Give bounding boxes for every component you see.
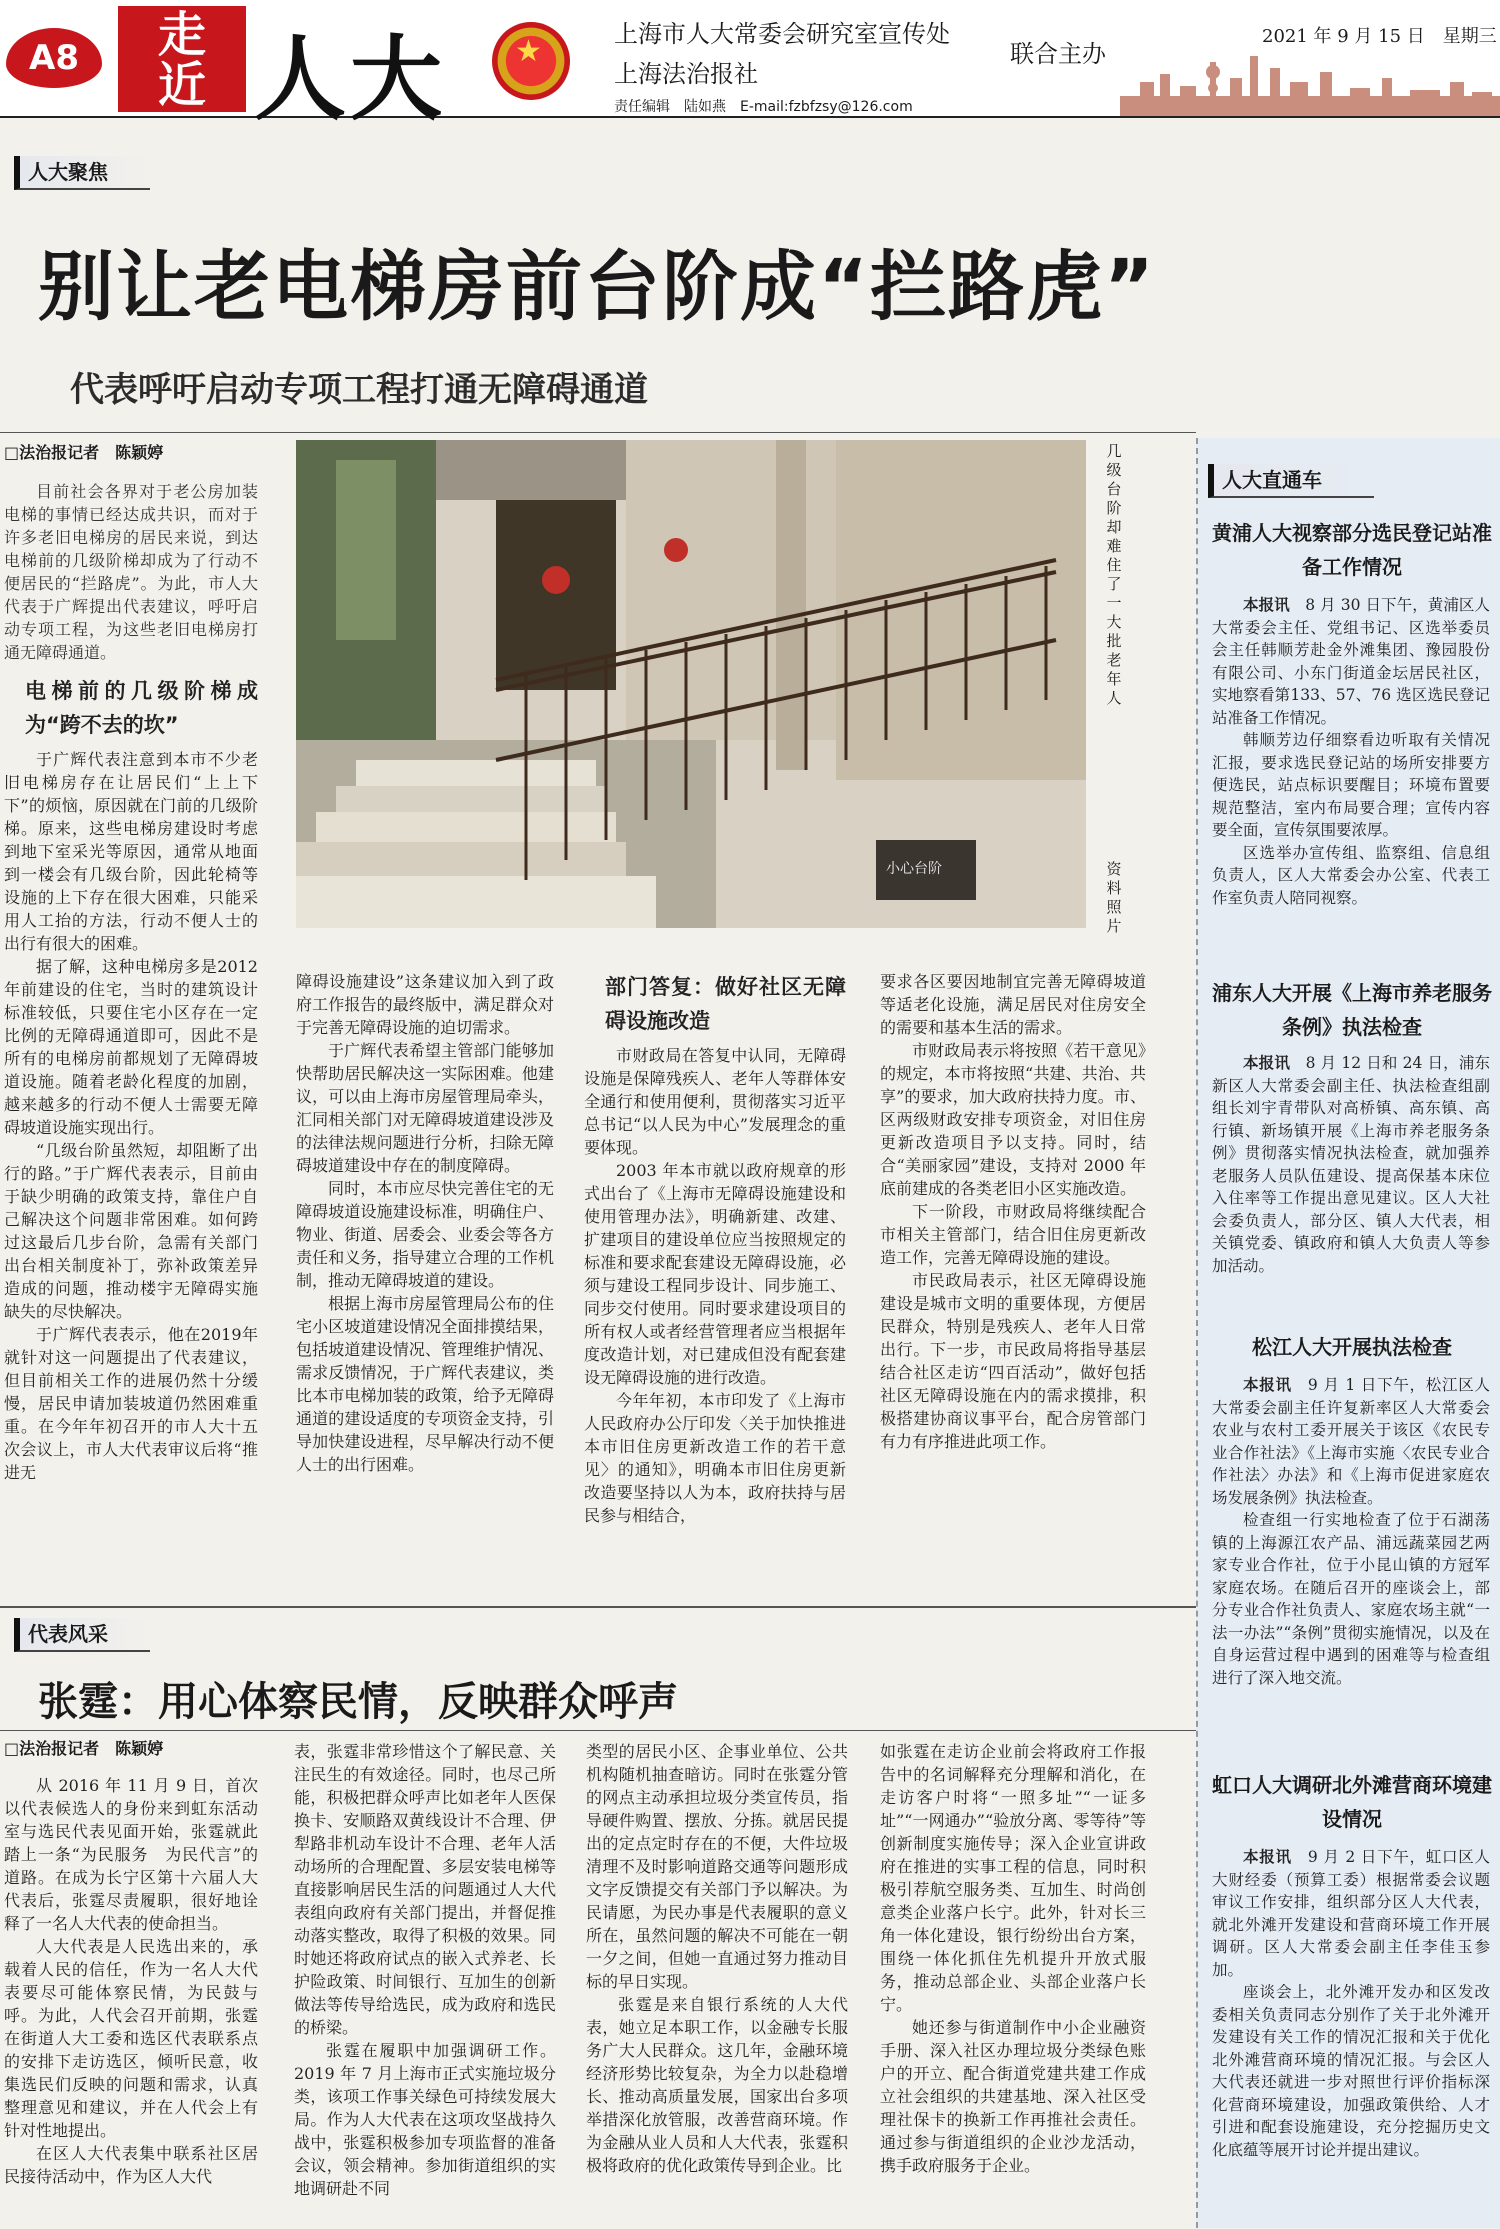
news-tag: 本报讯 bbox=[1243, 1376, 1292, 1394]
paragraph: 今年年初，本市印发了《上海市人民政府办公厅印发〈关于加快推进本市旧住房更新改造工作的若干意见〉的通知》，明确本市旧住房更新改造要坚持以人为本，政府扶持与居民参与相结合， bbox=[584, 1391, 846, 1525]
article-1-column-3 bbox=[584, 970, 846, 1610]
paragraph: 于广辉代表希望主管部门能够加快帮助居民解决这一实际困难。他建议，可以由上海市房屋管理局牵头，汇同相关部门对无障碍坡道建设涉及的法律法规问题进行分析，扫除无障碍坡道建设中存在的制度障碍。 bbox=[296, 1041, 554, 1175]
paragraph-text: 9 月 1 日下午，松江区人大常委会副主任许复新率区人大常委会农业与农村工委开展关于该区《农民专业合作社法》《上海市实施〈农民专业合作社法〉办法》和《上海市促进家庭农场发展条例》执法检查。 bbox=[1212, 1376, 1490, 1507]
article-2-column-3 bbox=[586, 1740, 848, 2222]
photo-caption: 几级台阶却难住了一大批老年人 bbox=[1106, 442, 1122, 707]
news-tag: 本报讯 bbox=[1243, 596, 1290, 614]
paragraph: 如张霆在走访企业前会将政府工作报告中的名词解释充分理解和消化，在走访客户时将“一照多址”“一证多址”“一网通办”“验放分离、零等待”等创新制度实施传导；深入企业宣讲政府在推进的实事工程的信息，同时积极引荐航空服务类、互加生、时尚创意类企业落户长宁。此外，针对长三角一体化建设，银行纷纷出台方案，围绕一体化抓住先机提升开放式服务，推动总部企业、头部企业落户长宁。 bbox=[880, 1742, 1146, 2014]
paragraph: 市财政局表示将按照《若干意见》的规定，本市将按照“共建、共治、共享”的要求，加大政府扶持力度。市、区两级财政安排专项资金，对旧住房更新改造项目予以支持。同时，结合“美丽家园”建设，支持对 2000 年底前建成的各类老旧小区实施改造。 bbox=[880, 1041, 1146, 1198]
divider bbox=[0, 432, 1196, 433]
section-label-profile: 代表风采 bbox=[14, 1618, 150, 1652]
paragraph: 市民政局表示，社区无障碍设施建设是城市文明的重要体现，方便居民群众，特别是残疾人、老年人日常出行。下一步，市民政局将指导基层结合社区走访“四百活动”，做好包括社区无障碍设施在内的需求摸排，积极搭建协商议事平台，配合房管部门有力有序推进此项工作。 bbox=[880, 1271, 1146, 1451]
article-2-byline: □法治报记者 陈颖婷 bbox=[4, 1739, 164, 1758]
paragraph: 同时，本市应尽快完善住宅的无障碍坡道设施建设标准，明确住户、物业、街道、居委会、业委会等各方责任和义务，指导建立合理的工作机制，推动无障碍坡道的建设。 bbox=[296, 1179, 554, 1290]
paragraph: 表，张霆非常珍惜这个了解民意、关注民生的有效途径。同时，也尽己所能，积极把群众呼声比如老年人医保换卡、安顺路双黄线设计不合理、伊犁路非机动车设计不合理、老年人活动场所的合理配置、多层安装电梯等直接影响居民生活的问题通过人大代表组向政府有关部门提出，并督促推动落实整改，取得了积极的效果。同时她还将政府试点的嵌入式养老、长护险政策、时间银行、互加生的创新做法等传导给选民，成为政府和选民的桥梁。 bbox=[294, 1742, 556, 2037]
photo-credit: 资料照片 bbox=[1106, 860, 1122, 935]
page-number: A8 bbox=[6, 28, 102, 88]
paragraph bbox=[1212, 594, 1490, 729]
brief-1-body bbox=[1212, 594, 1490, 982]
article-2-headline: 张霆：用心体察民情，反映群众呼声 bbox=[38, 1679, 678, 1725]
paragraph: 从 2016 年 11 月 9 日，首次以代表候选人的身份来到虹东活动室与选民代表见面开始，张霆就此踏上一条“为民服务 为民代言”的道路。在成为长宁区第十六届人大代表后，张霆尽责履职，很好地诠释了一名人大代表的使命担当。 bbox=[4, 1776, 258, 1933]
paragraph: 类型的居民小区、企事业单位、公共机构随机抽查暗访。同时在张霆分管的网点主动承担垃圾分类宣传员，指导硬件购置、摆放、分拣。就居民提出的定点定时存在的不便，大件垃圾清理不及时影响道路交通等问题形成文字反馈提交有关部门予以解决。为民请愿，为民办事是代表履职的意义所在，虽然问题的解决不可能在一朝一夕之间，但她一直通过努力推动目标的早日实现。 bbox=[586, 1742, 848, 1991]
issue-date: 2021 年 9 月 15 日 星期三 bbox=[1262, 26, 1497, 47]
paragraph bbox=[1212, 1374, 1490, 1509]
paragraph: 她还参与街道制作中小企业融资手册、深入社区办理垃圾分类绿色账户的开立、配合街道党建共建工作成立社会组织的共建基地、深入社区受理社保卡的换新工作再推社会责任。通过参与街道组织的企业沙龙活动，携手政府服务于企业。 bbox=[880, 2018, 1146, 2175]
paragraph: 张霆是来自银行系统的人大代表，她立足本职工作，以金融专长服务广大人民群众。这几年，金融环境经济形势比较复杂，为全力以赴稳增长、推动高质量发展，国家出台多项举措深化放管服，改善营商环境。作为金融从业人员和人大代表，张霆积极将政府的优化政策传导到企业。比 bbox=[586, 1995, 848, 2175]
co-organize: 联合主办 bbox=[1010, 40, 1106, 68]
column-logo-text: 走近 bbox=[157, 7, 206, 113]
article-1-column-1 bbox=[4, 480, 258, 1608]
brief-3-body bbox=[1212, 1374, 1490, 1758]
paragraph: 障碍设施建设”这条建议加入到了政府工作报告的最终版中，满足群众对于完善无障碍设施的迫切需求。 bbox=[296, 972, 554, 1037]
brief-3-title: 松江人大开展执法检查 bbox=[1252, 1335, 1452, 1359]
paragraph: 据了解，这种电梯房多是2012年前建设的住宅，当时的建筑设计标准较低，只要住宅小区存在一定比例的无障碍通道即可，因此不是所有的电梯房前都规划了无障碍坡道设施。随着老龄化程度的加剧，越来越多的行动不便人士需要无障碍坡道设施实现出行。 bbox=[4, 957, 258, 1137]
masthead bbox=[0, 0, 1500, 133]
brief-2-body bbox=[1212, 1052, 1490, 1322]
photo-sign-text: 小心台阶 bbox=[886, 861, 942, 877]
brief-1-title: 黄浦人大视察部分选民登记站准备工作情况 bbox=[1212, 521, 1492, 579]
paragraph: 根据上海市房屋管理局公布的住宅小区坡道建设情况全面排摸结果，包括坡道建设情况、管理维护情况、需求反馈情况，于广辉代表建议，类比本市电梯加装的政策，给予无障碍通道的建设适度的专项资金支持，引导加快建设进程，尽早解决行动不便人士的出行困难。 bbox=[296, 1294, 554, 1474]
sponsor-1: 上海市人大常委会研究室宣传处 bbox=[614, 20, 950, 48]
paragraph bbox=[1212, 1846, 1490, 1981]
brief-2-title: 浦东人大开展《上海市养老服务条例》执法检查 bbox=[1212, 981, 1492, 1039]
brief-4-body bbox=[1212, 1846, 1490, 2222]
paragraph-text: 8 月 30 日下午，黄浦区人大常委会主任、党组书记、区选举委员会主任韩顺芳赴金外滩集团、豫园股份有限公司、小东门街道金坛居民社区，实地察看第133、57、76 选区选民登记站准备工作情况。 bbox=[1212, 596, 1490, 727]
news-tag: 本报讯 bbox=[1243, 1054, 1291, 1072]
paragraph: 市财政局在答复中认同，无障碍设施是保障残疾人、老年人等群体安全通行和使用便利，贯彻落实习近平总书记“以人民为中心”发展理念的重要体现。 bbox=[584, 1046, 846, 1157]
paragraph-text: 9 月 2 日下午，虹口区人大财经委（预算工委）根据常委会议题审议工作安排，组织部分区人大代表，就北外滩开发建设和营商环境工作开展调研。区人大常委会副主任李佳玉参加。 bbox=[1212, 1848, 1490, 1979]
divider bbox=[0, 1730, 1196, 1731]
editor-line: 责任编辑 陆如燕 E-mail:fzbfzsy@126.com bbox=[614, 99, 913, 115]
column-logo-zoujin bbox=[118, 6, 246, 112]
sponsor-2: 上海法治报社 bbox=[614, 60, 758, 88]
divider bbox=[0, 1606, 1196, 1608]
section-label-focus: 人大聚焦 bbox=[14, 156, 150, 190]
city-skyline-icon bbox=[1120, 52, 1500, 116]
article-1-subhead: 代表呼吁启动专项工程打通无障碍通道 bbox=[70, 370, 648, 410]
article-1-byline: □法治报记者 陈颖婷 bbox=[4, 443, 164, 462]
paragraph: 2003 年本市就以政府规章的形式出台了《上海市无障碍设施建设和使用管理办法》，明确新建、改建、扩建项目的建设单位应当按照规定的标准和要求配套建设无障碍设施，必须与建设工程同步设计、同步施工、同步交付使用。同时要求建设项目的所有权人或者经营管理者应当根据年度改造计划，对已建成但没有配套建设无障碍设施的进行改造。 bbox=[584, 1161, 846, 1387]
star-icon: ★ bbox=[515, 34, 542, 69]
paragraph: 韩顺芳边仔细察看边听取有关情况汇报，要求选民登记站的场所安排要方便选民，站点标识要醒目；环境布置要规范整洁，室内布局要合理；宣传内容要全面，宣传氛围要浓厚。 bbox=[1212, 731, 1490, 839]
article-1-subheading-1: 电梯前的几级阶梯成为“跨不去的坎” bbox=[25, 679, 258, 737]
section-label-brief: 人大直通车 bbox=[1208, 464, 1374, 498]
paragraph: 下一阶段，市财政局将继续配合市相关主管部门，结合旧住房更新改造工作，完善无障碍设施的建设。 bbox=[880, 1202, 1146, 1267]
brief-4-title: 虹口人大调研北外滩营商环境建设情况 bbox=[1212, 1773, 1492, 1831]
paragraph bbox=[1212, 1052, 1490, 1277]
byline-text: 法治报记者 陈颖婷 bbox=[19, 1739, 164, 1758]
photo-steps-railing bbox=[296, 440, 1086, 928]
paragraph: 人大代表是人民选出来的，承载着人民的信任，作为一名人大代表要尽可能体察民情，为民鼓与呼。为此，人代会召开前期，张霆在街道人大工委和选区代表联系点的安排下走访选区，倾听民意，收集选民们反映的问题和需求，认真整理意见和建议，并在人代会上有针对性地提出。 bbox=[4, 1937, 258, 2140]
paragraph: 检查组一行实地检查了位于石湖荡镇的上海源江农产品、浦远蔬菜园艺两家专业合作社，位于小昆山镇的方冠军家庭农场。在随后召开的座谈会上，部分专业合作社负责人、家庭农场主就“一法一办法”“条例”贯彻实施情况，以及在自身运营过程中遇到的困难等与检查组进行了深入地交流。 bbox=[1212, 1511, 1490, 1687]
article-1-lead: 目前社会各界对于老公房加装电梯的事情已经达成共识，而对于许多老旧电梯房的居民来说，到达电梯前的几级阶梯却成为了行动不便居民的“拦路虎”。为此，市人大代表于广辉提出代表建议，呼吁启动专项工程，为这些老旧电梯房打通无障碍通道。 bbox=[4, 482, 258, 662]
article-2-column-1 bbox=[4, 1774, 258, 2222]
paragraph: 于广辉代表注意到本市不少老旧电梯房存在让居民们“上上下下”的烦恼，原因就在门前的几级阶梯。原来，这些电梯房建设时考虑到地下室采光等原因，通常从地面到一楼会有几级台阶，因此轮椅等设施的上下存在很大困难，只能采用人工抬的方法，行动不便人士的出行有很大的困难。 bbox=[4, 750, 258, 953]
paragraph-text: 8 月 12 日和 24 日，浦东新区人大常委会副主任、执法检查组副组长刘宇青带队对高桥镇、高东镇、高行镇、新场镇开展《上海市养老服务条例》贯彻落实情况执法检查，就加强养老服务人员队伍建设、提高保基本床位入住率等工作提出意见建议。区人大社会委负责人，部分区、镇人大代表，相关镇党委、镇政府和镇人大负责人等参加活动。 bbox=[1212, 1054, 1490, 1275]
news-tag: 本报讯 bbox=[1243, 1848, 1292, 1866]
paragraph: “几级台阶虽然短，却阻断了出行的路。”于广辉代表表示，目前由于缺少明确的政策支持，靠住户自己解决这个问题非常困难。如何跨过这最后几步台阶，急需有关部门出台相关制度补丁，弥补政策差异造成的问题，推动楼宇无障碍实施缺失的尽快解决。 bbox=[4, 1141, 258, 1321]
article-1-headline: 别让老电梯房前台阶成“拦路虎” bbox=[38, 242, 1156, 331]
byline-text: 法治报记者 陈颖婷 bbox=[19, 443, 164, 462]
article-2-column-4 bbox=[880, 1740, 1146, 2222]
paragraph: 于广辉代表表示，他在2019年就针对这一问题提出了代表建议，但目前相关工作的进展仍然十分缓慢，居民申请加装坡道仍然困难重重。在今年年初召开的市人大十五次会议上，市人大代表审议后将“推进无 bbox=[4, 1325, 258, 1482]
paragraph: 座谈会上，北外滩开发办和区发改委相关负责同志分别作了关于北外滩开发建设有关工作的情况汇报和关于优化北外滩营商环境的情况汇报。与会区人大代表还就进一步对照世行评价指标深化营商环境建设，加强政策供给、人才引进和配套设施建设，充分挖掘历史文化底蕴等展开讨论并提出建议。 bbox=[1212, 1983, 1490, 2159]
column-logo-renda: 人大 bbox=[254, 25, 447, 133]
paragraph: 张霆在履职中加强调研工作。2019 年 7 月上海市正式实施垃圾分类，该项工作事关绿色可持续发展大局。作为人大代表在这项攻坚战持久战中，张霆积极参加专项监督的准备会议，领会精神。参加街道组织的实地调研赴不同 bbox=[294, 2041, 556, 2198]
paragraph: 区选举办宣传组、监察组、信息组负责人，区人大常委会办公室、代表工作室负责人陪同视察。 bbox=[1212, 843, 1490, 907]
paragraph: 在区人大代表集中联系社区居民接待活动中，作为区人大代 bbox=[4, 2144, 258, 2186]
article-2-column-2 bbox=[294, 1740, 556, 2222]
paragraph: 要求各区要因地制宜完善无障碍坡道等适老化设施，满足居民对住房安全的需要和基本生活的需求。 bbox=[880, 972, 1146, 1037]
article-1-column-2 bbox=[296, 970, 554, 1610]
article-1-photo bbox=[296, 440, 1086, 928]
article-1-subheading-2: 部门答复：做好社区无障碍设施改造 bbox=[605, 975, 846, 1033]
article-1-column-4 bbox=[880, 970, 1146, 1610]
